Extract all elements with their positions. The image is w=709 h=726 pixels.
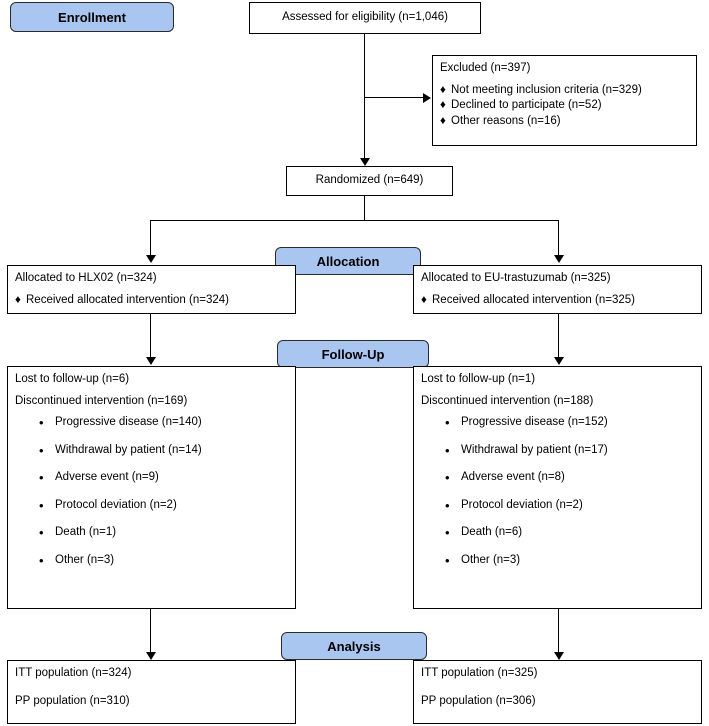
stage-label-allocation-text: Allocation: [316, 253, 380, 269]
stage-label-followup-text: Follow-Up: [321, 346, 385, 362]
excluded-header: Excluded (n=397): [440, 62, 531, 74]
connector-right-followup: [558, 314, 559, 357]
followup-left-discontinued: Discontinued intervention (n=169): [15, 394, 188, 407]
connector-right-analysis: [558, 609, 559, 652]
arrowhead-right-allocation: [554, 255, 564, 263]
list-item: • Death (n=1): [55, 525, 288, 541]
allocation-left-header: Allocated to HLX02 (n=324): [15, 272, 157, 284]
stage-label-followup: [277, 340, 429, 368]
connector-right-allocation: [558, 220, 559, 255]
list-item: • Progressive disease (n=140): [55, 415, 288, 431]
assessed-text: Assessed for eligibility (n=1,046): [282, 11, 448, 24]
box-allocation-left: [7, 265, 296, 314]
box-allocation-right: [413, 265, 702, 314]
stage-label-enrollment: [10, 2, 174, 32]
randomized-text: Randomized (n=649): [315, 174, 424, 187]
list-item: ♦ Not meeting inclusion criteria (n=329): [440, 83, 689, 99]
box-randomized: [286, 166, 453, 196]
list-item: • Withdrawal by patient (n=17): [461, 443, 694, 459]
list-item: ♦ Declined to participate (n=52): [440, 98, 689, 114]
connector-left-allocation: [150, 220, 151, 255]
followup-left-lost: Lost to follow-up (n=6): [15, 373, 130, 385]
arrowhead-excluded: [423, 93, 431, 103]
list-item: • Adverse event (n=8): [461, 470, 694, 486]
arrowhead-right-analysis: [554, 652, 564, 660]
list-item: ♦ Received allocated intervention (n=325): [421, 293, 694, 309]
connector-assessed-to-randomized: [364, 34, 365, 158]
followup-right-reason-list: [421, 415, 694, 568]
excluded-reason-list: [440, 83, 689, 130]
stage-label-analysis-text: Analysis: [327, 638, 381, 654]
box-analysis-left: [7, 660, 296, 724]
analysis-left-itt: ITT population (n=324): [15, 667, 132, 679]
box-followup-left: [7, 366, 296, 609]
stage-label-enrollment-text: Enrollment: [58, 9, 126, 25]
followup-left-reason-list: [15, 415, 288, 568]
list-item: • Protocol deviation (n=2): [55, 498, 288, 514]
arrowhead-randomized: [360, 158, 370, 166]
analysis-right-pp: PP population (n=306): [421, 694, 536, 707]
box-assessed-for-eligibility: [249, 2, 481, 34]
arrowhead-left-followup: [146, 357, 156, 365]
list-item: • Death (n=6): [461, 525, 694, 541]
analysis-left-pp: PP population (n=310): [15, 694, 130, 707]
box-analysis-right: [413, 660, 702, 724]
box-followup-right: [413, 366, 702, 609]
followup-right-discontinued: Discontinued intervention (n=188): [421, 394, 594, 407]
allocation-right-list: [421, 293, 694, 309]
stage-label-allocation: [275, 247, 421, 275]
connector-left-analysis: [150, 609, 151, 652]
connector-randomized-split: [150, 220, 559, 221]
arrowhead-left-allocation: [146, 255, 156, 263]
list-item: • Progressive disease (n=152): [461, 415, 694, 431]
box-excluded: [432, 55, 697, 146]
list-item: ♦ Received allocated intervention (n=324): [15, 293, 288, 309]
list-item: • Protocol deviation (n=2): [461, 498, 694, 514]
arrowhead-left-analysis: [146, 652, 156, 660]
list-item: ♦ Other reasons (n=16): [440, 114, 689, 130]
arrowhead-right-followup: [554, 357, 564, 365]
followup-right-lost: Lost to follow-up (n=1): [421, 373, 536, 385]
list-item: • Withdrawal by patient (n=14): [55, 443, 288, 459]
allocation-left-list: [15, 293, 288, 309]
list-item: • Other (n=3): [461, 553, 694, 569]
stage-label-analysis: [281, 632, 427, 660]
allocation-right-header: Allocated to EU-trastuzumab (n=325): [421, 272, 611, 284]
analysis-right-itt: ITT population (n=325): [421, 667, 538, 679]
list-item: • Adverse event (n=9): [55, 470, 288, 486]
list-item: • Other (n=3): [55, 553, 288, 569]
connector-randomized-stem: [364, 196, 365, 220]
connector-to-excluded: [364, 97, 423, 98]
connector-left-followup: [150, 314, 151, 357]
